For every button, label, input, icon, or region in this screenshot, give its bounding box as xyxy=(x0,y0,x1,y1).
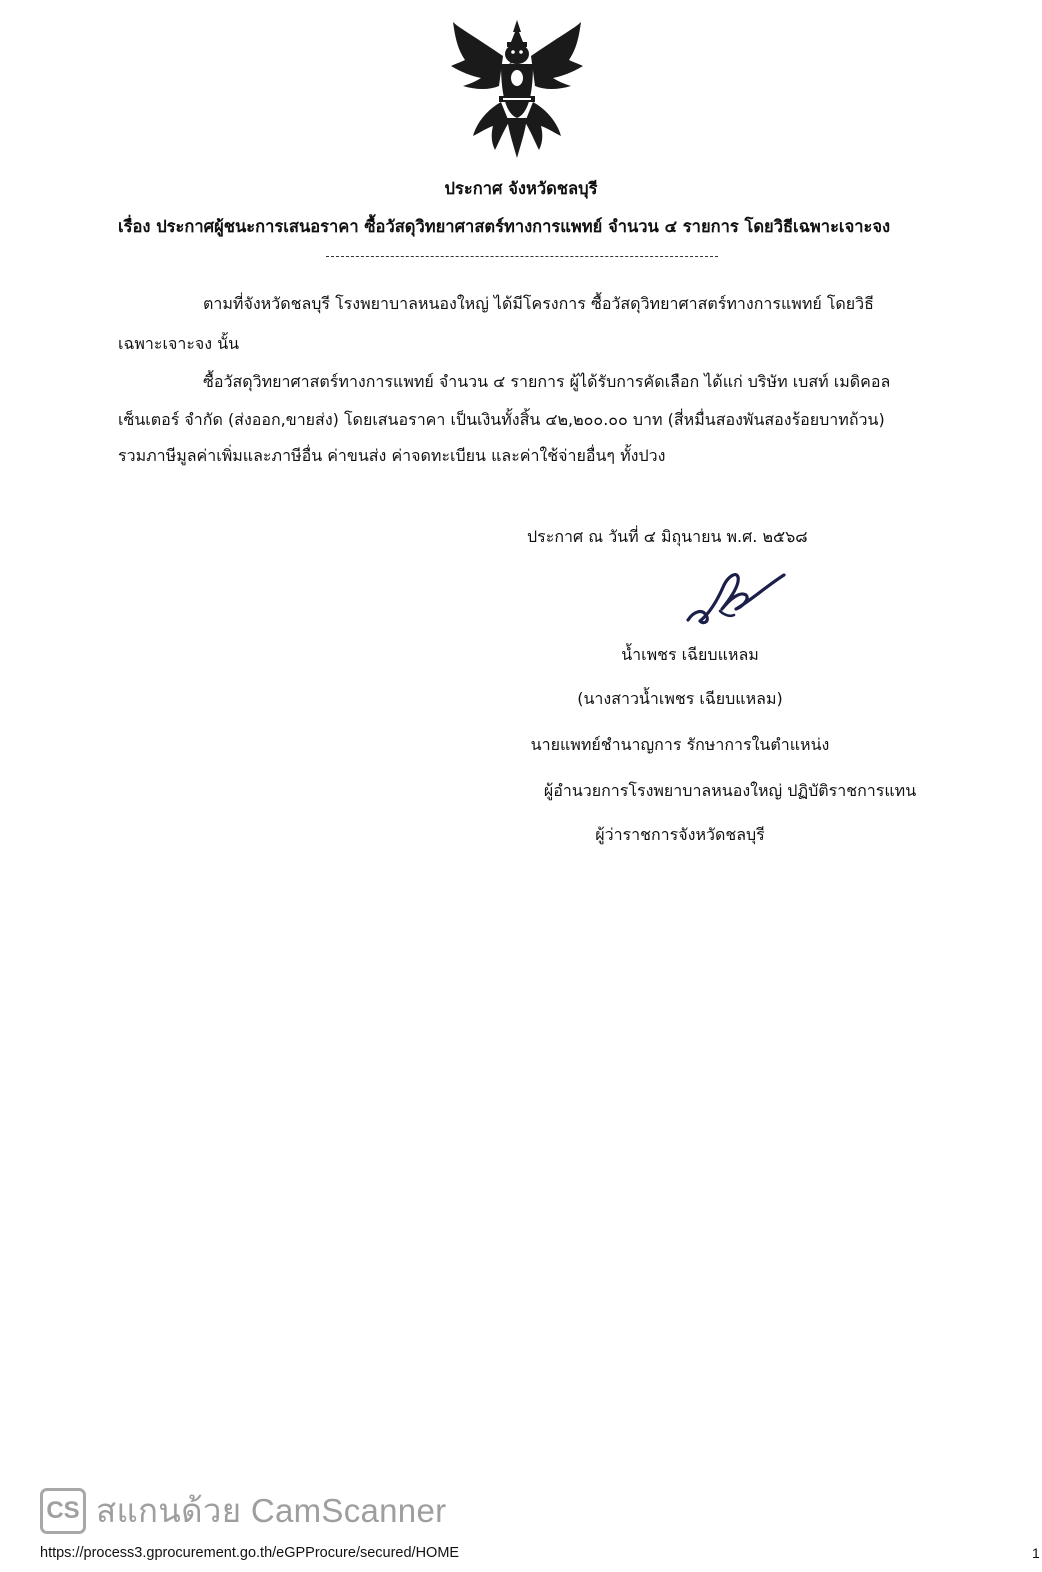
handwritten-signature xyxy=(680,565,790,630)
camscanner-logo-icon: CS xyxy=(40,1488,86,1534)
paragraph-2-line-3: รวมภาษีมูลค่าเพิ่มและภาษีอื่น ค่าขนส่ง ค่าจดทะเบียน และค่าใช้จ่ายอื่นๆ ทั้งปวง xyxy=(118,446,666,465)
page-number: 1 xyxy=(1032,1545,1040,1561)
paragraph-1-line-1: ตามที่จังหวัดชลบุรี โรงพยาบาลหนองใหญ่ ได้มีโครงการ ซื้อวัสดุวิทยาศาสตร์ทางการแพทย์ โดยวิธี xyxy=(203,294,874,313)
announcement-date: ประกาศ ณ วันที่ ๔ มิถุนายน พ.ศ. ๒๕๖๘ xyxy=(527,527,808,546)
paragraph-2-line-1: ซื้อวัสดุวิทยาศาสตร์ทางการแพทย์ จำนวน ๔ รายการ ผู้ได้รับการคัดเลือก ได้แก่ บริษัท เบสท์ เมดิคอล xyxy=(203,372,891,391)
signatory-position-2: ผู้อำนวยการโรงพยาบาลหนองใหญ่ ปฏิบัติราชการแทน xyxy=(543,781,917,800)
paragraph-1-line-2: เฉพาะเจาะจง นั้น xyxy=(118,334,240,353)
garuda-emblem xyxy=(447,18,587,160)
separator-line xyxy=(326,256,718,257)
signatory-name: น้ำเพชร เฉียบแหลม xyxy=(621,645,759,664)
signatory-position-3: ผู้ว่าราชการจังหวัดชลบุรี xyxy=(595,825,765,844)
document-subject: เรื่อง ประกาศผู้ชนะการเสนอราคา ซื้อวัสดุวิทยาศาสตร์ทางการแพทย์ จำนวน ๔ รายการ โดยวิธีเฉพาะเจาะจง xyxy=(118,217,891,236)
footer-url: https://process3.gprocurement.go.th/eGPProcure/secured/HOME xyxy=(40,1545,460,1561)
page-title: ประกาศ จังหวัดชลบุรี xyxy=(444,179,598,198)
paragraph-2-line-2: เซ็นเตอร์ จำกัด (ส่งออก,ขายส่ง) โดยเสนอราคา เป็นเงินทั้งสิ้น ๔๒,๒๐๐.๐๐ บาท (สี่หมื่นสองพันสองร้อยบาทถ้วน) xyxy=(118,410,885,429)
signatory-position-1: นายแพทย์ชำนาญการ รักษาการในตำแหน่ง xyxy=(530,735,830,754)
watermark-text: สแกนด้วย CamScanner xyxy=(96,1492,447,1529)
camscanner-watermark xyxy=(40,1484,446,1537)
signatory-full-name: (นางสาวน้ำเพชร เฉียบแหลม) xyxy=(577,689,783,708)
